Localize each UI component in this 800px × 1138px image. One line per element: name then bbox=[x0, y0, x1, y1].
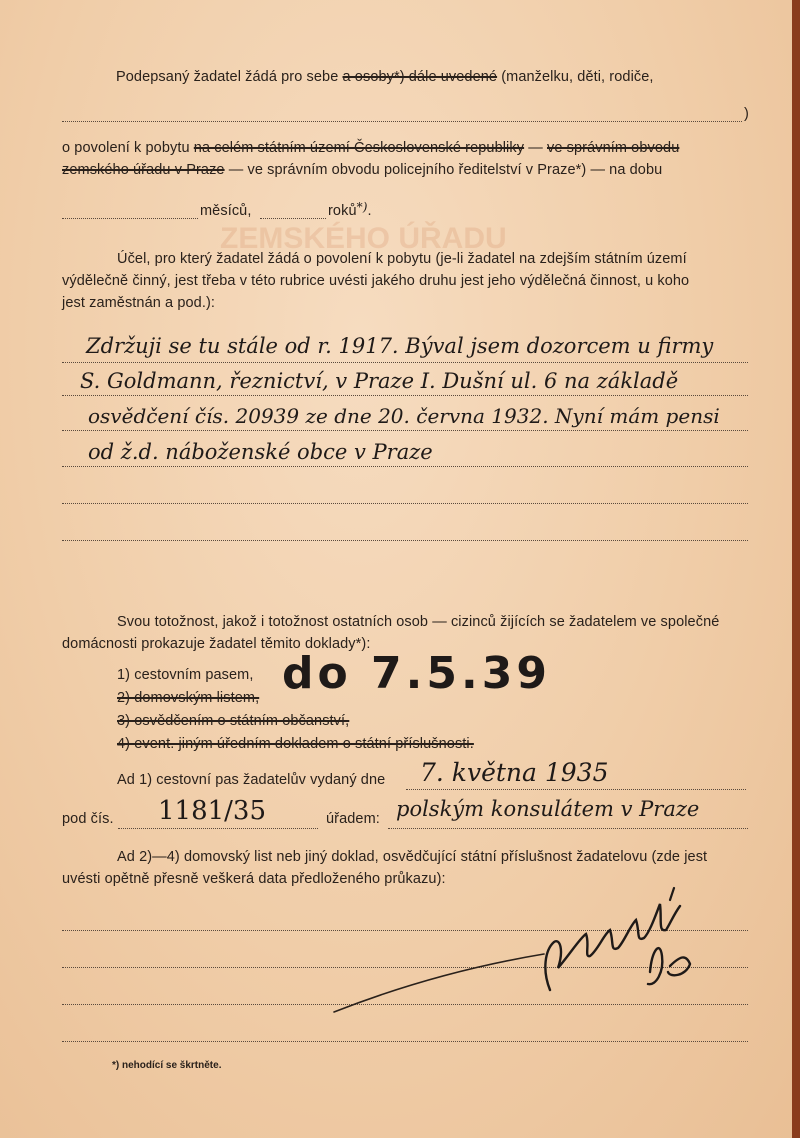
close-paren: ) bbox=[744, 106, 749, 122]
struck-persons: a osoby*) dále uvedené bbox=[342, 69, 498, 85]
passport-date-handwritten: 7. května 1935 bbox=[420, 758, 609, 787]
ad24-line-4 bbox=[62, 1041, 748, 1042]
doc-item-4: 4) event. jiným úředním dokladem o státní příslušnosti. bbox=[117, 736, 474, 752]
purpose-line-4 bbox=[62, 466, 748, 467]
doc-item-2: 2) domovským listem, bbox=[117, 690, 260, 706]
passport-issued-label: Ad 1) cestovní pas žadatelův vydaný dne bbox=[117, 772, 386, 788]
blank-years bbox=[260, 218, 326, 219]
doc-item-3: 3) osvědčením o státním občanství, bbox=[117, 713, 350, 729]
office-line bbox=[388, 828, 748, 829]
purpose-line-6 bbox=[62, 540, 748, 541]
office-line: zemského úřadu v Praze — ve správním obvodu policejního ředitelství v Praze*) — na dobu bbox=[62, 162, 663, 178]
purpose-text-2: výdělečně činný, jest třeba v této rubrice uvésti jakého druhu jest jeho výdělečná činnost, u koho bbox=[62, 273, 690, 289]
handwritten-purpose-2: S. Goldmann, řeznictví, v Praze I. Dušní ul. 6 na základě bbox=[80, 369, 679, 393]
handwritten-purpose-3: osvědčení čís. 20939 ze dne 20. června 1932. Nyní mám pensi bbox=[88, 404, 720, 428]
ad24-text-1: Ad 2)—4) domovský list neb jiný doklad, osvědčující státní příslušnost žadatelovu (zde jest bbox=[117, 849, 708, 865]
purpose-line-1 bbox=[62, 362, 748, 363]
office-handwritten: polským konsulátem v Praze bbox=[396, 797, 700, 821]
pen-stroke bbox=[330, 950, 550, 1020]
doc-item-1: 1) cestovním pasem, bbox=[117, 667, 254, 683]
handwritten-valid-until: do 7.5.39 bbox=[282, 648, 551, 699]
identity-text-2: domácnosti prokazuje žadatel těmito doklady*): bbox=[62, 636, 371, 652]
handwritten-purpose-4: od ž.d. náboženské obce v Praze bbox=[88, 440, 433, 464]
intro-line: Podepsaný žadatel žádá pro sebe a osoby*) dále uvedené (manželku, děti, rodiče, bbox=[116, 69, 654, 85]
signature bbox=[520, 880, 780, 1010]
passport-date-line bbox=[406, 789, 746, 790]
purpose-line-2 bbox=[62, 395, 748, 396]
identity-text-1: Svou totožnost, jakož i totožnost ostatních osob — cizinců žijících se žadatelem ve společné bbox=[117, 614, 720, 630]
handwritten-purpose-1: Zdržuji se tu stále od r. 1917. Býval jsem dozorcem u firmy bbox=[86, 334, 714, 358]
passport-number-line bbox=[118, 828, 318, 829]
ghost-stamp: ZEMSKÉHO ÚŘADU bbox=[220, 222, 507, 255]
months-label: měsíců, bbox=[200, 203, 252, 219]
blank-months bbox=[62, 218, 198, 219]
page-edge bbox=[792, 0, 800, 1138]
passport-number-label: pod čís. bbox=[62, 811, 114, 827]
blank-line-persons bbox=[62, 121, 742, 122]
ad24-text-2: uvésti opětně přesně veškerá data předloženého průkazu): bbox=[62, 871, 446, 887]
purpose-text-3: jest zaměstnán a pod.): bbox=[62, 295, 216, 311]
purpose-text-1: Účel, pro který žadatel žádá o povolení k pobytu (je-li žadatel na zdejším státním území bbox=[117, 251, 687, 267]
office-label: úřadem: bbox=[326, 811, 380, 827]
years-label: roků*). bbox=[328, 200, 372, 219]
permit-line: o povolení k pobytu na celém státním území Československé republiky — ve správním obvodu bbox=[62, 140, 680, 156]
passport-number-handwritten: 1181/35 bbox=[158, 796, 267, 826]
purpose-line-5 bbox=[62, 503, 748, 504]
purpose-line-3 bbox=[62, 430, 748, 431]
footnote: *) nehodící se škrtněte. bbox=[112, 1060, 222, 1071]
